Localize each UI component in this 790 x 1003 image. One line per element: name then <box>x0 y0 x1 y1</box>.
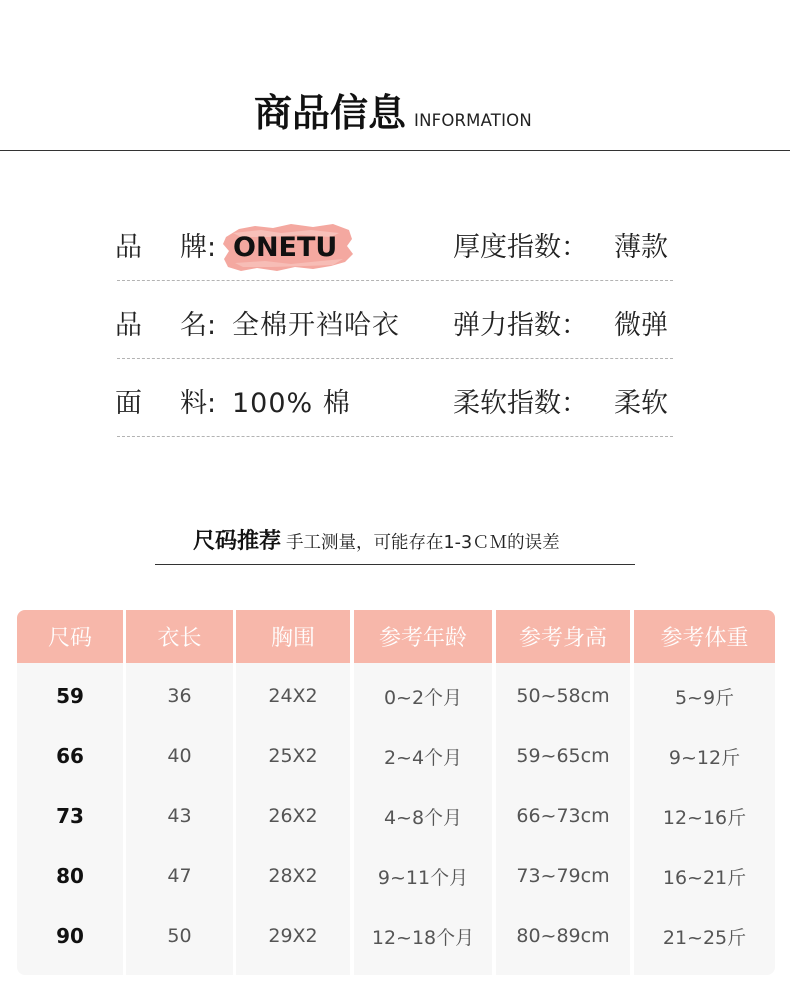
cell-age: 12~18个月 <box>354 906 496 975</box>
cell-age: 9~11个月 <box>354 846 496 906</box>
cell-height: 59~65cm <box>496 726 634 786</box>
cell-chest: 29X2 <box>236 906 354 975</box>
info-row-name <box>0 311 790 341</box>
cell-size: 73 <box>17 786 126 846</box>
fabric-label-char2: 料: <box>180 388 217 419</box>
cell-height: 73~79cm <box>496 846 634 906</box>
table-row <box>17 846 775 906</box>
table-row <box>17 726 775 786</box>
fabric-label-char1: 面 <box>115 388 142 419</box>
cell-length: 43 <box>126 786 236 846</box>
cell-weight: 12~16斤 <box>634 786 775 846</box>
thickness-label: 厚度指数： <box>453 232 588 263</box>
info-row-fabric <box>0 389 790 419</box>
cell-weight: 16~21斤 <box>634 846 775 906</box>
cell-chest: 28X2 <box>236 846 354 906</box>
page-title: 商品信息 <box>254 91 407 135</box>
table-header-row <box>17 610 775 663</box>
cell-weight: 5~9斤 <box>634 663 775 726</box>
cell-age: 0~2个月 <box>354 663 496 726</box>
info-divider <box>117 358 673 359</box>
thickness-value: 薄款 <box>614 232 668 263</box>
size-guide-heading <box>193 527 560 557</box>
cell-length: 47 <box>126 846 236 906</box>
name-value: 全棉开裆哈衣 <box>232 310 400 341</box>
cell-length: 50 <box>126 906 236 975</box>
cell-weight: 9~12斤 <box>634 726 775 786</box>
table-row <box>17 906 775 975</box>
softness-value: 柔软 <box>614 388 668 419</box>
cell-age: 2~4个月 <box>354 726 496 786</box>
brand-value: ONETU <box>233 232 338 263</box>
softness-label: 柔软指数： <box>453 388 588 419</box>
cell-chest: 25X2 <box>236 726 354 786</box>
column-header-chest: 胸围 <box>236 610 354 663</box>
name-label-char2: 名: <box>180 310 217 341</box>
cell-height: 80~89cm <box>496 906 634 975</box>
column-header-weight: 参考体重 <box>634 610 775 663</box>
brand-label-char1: 品 <box>115 232 142 263</box>
size-guide-note: 手工测量，可能存在1-3ＣＭ的误差 <box>286 533 560 553</box>
info-divider <box>117 280 673 281</box>
page-header <box>254 90 532 136</box>
cell-chest: 26X2 <box>236 786 354 846</box>
column-header-length: 衣长 <box>126 610 236 663</box>
cell-height: 50~58cm <box>496 663 634 726</box>
info-row-brand <box>0 233 790 263</box>
cell-weight: 21~25斤 <box>634 906 775 975</box>
cell-chest: 24X2 <box>236 663 354 726</box>
size-guide-underline <box>155 564 635 565</box>
fabric-value: 100% 棉 <box>232 388 351 419</box>
cell-size: 59 <box>17 663 126 726</box>
brand-label-char2: 牌: <box>180 232 217 263</box>
name-label-char1: 品 <box>115 310 142 341</box>
table-row <box>17 663 775 726</box>
elasticity-label: 弹力指数： <box>453 310 588 341</box>
cell-height: 66~73cm <box>496 786 634 846</box>
cell-length: 40 <box>126 726 236 786</box>
size-guide-title: 尺码推荐 <box>193 529 282 554</box>
column-header-height: 参考身高 <box>496 610 634 663</box>
cell-length: 36 <box>126 663 236 726</box>
cell-size: 66 <box>17 726 126 786</box>
table-row <box>17 786 775 846</box>
elasticity-value: 微弹 <box>614 310 668 341</box>
page-subtitle: INFORMATION <box>414 111 532 130</box>
cell-age: 4~8个月 <box>354 786 496 846</box>
size-table <box>17 610 775 975</box>
cell-size: 90 <box>17 906 126 975</box>
header-divider <box>0 150 790 151</box>
cell-size: 80 <box>17 846 126 906</box>
info-divider <box>117 436 673 437</box>
column-header-size: 尺码 <box>17 610 126 663</box>
column-header-age: 参考年龄 <box>354 610 496 663</box>
